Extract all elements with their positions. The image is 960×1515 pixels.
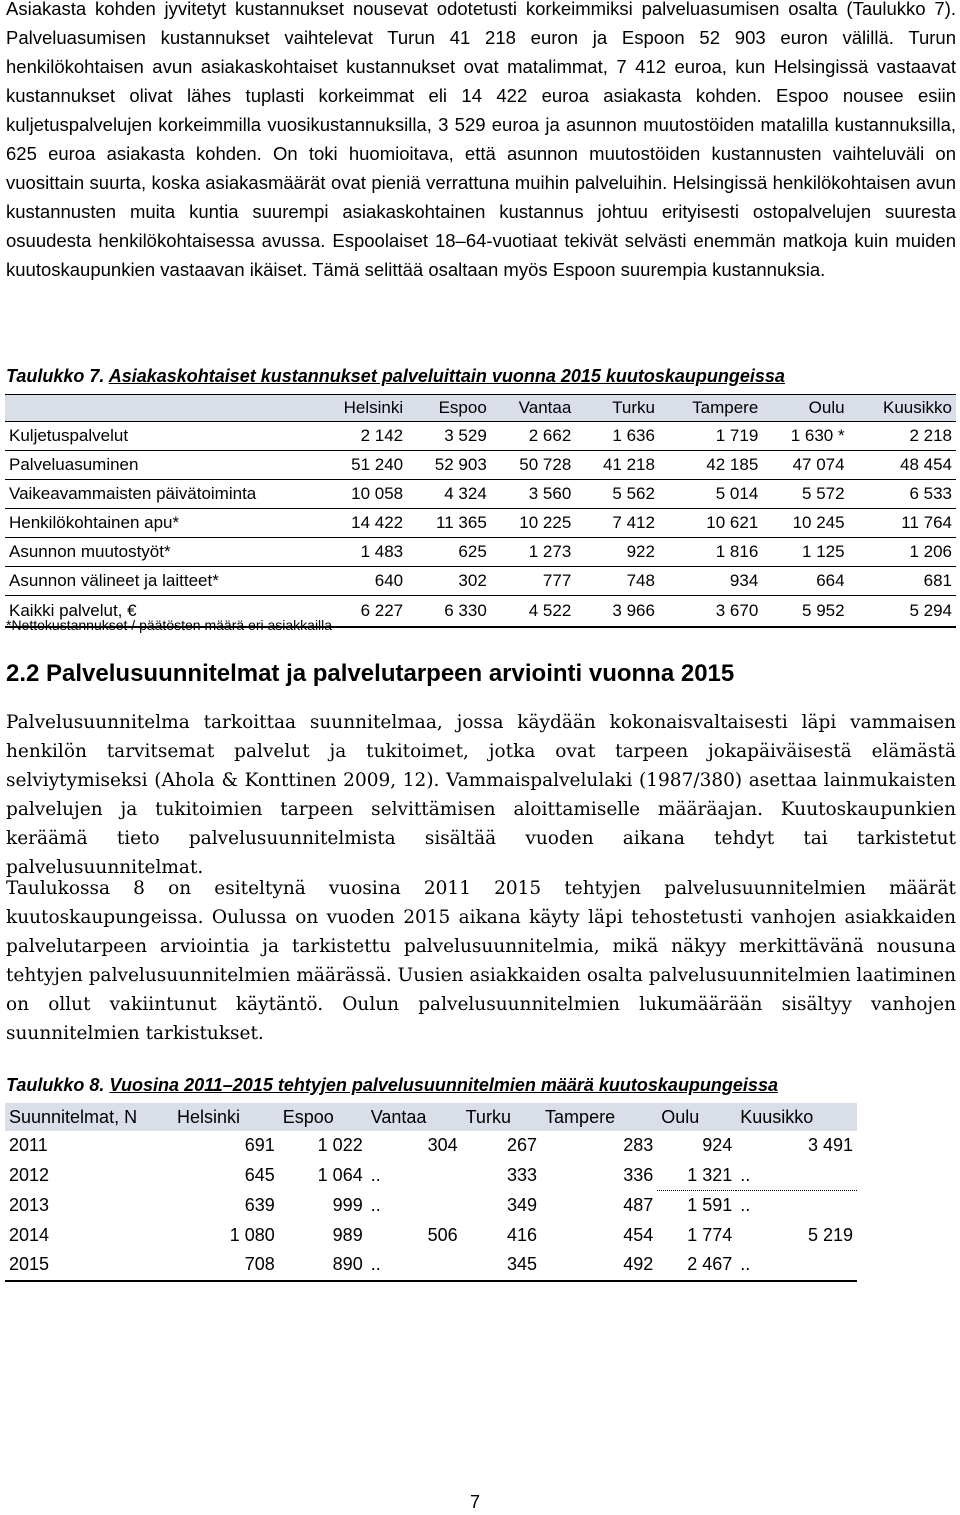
cell: 1 125 (762, 538, 848, 567)
page-number: 7 (470, 1492, 481, 1512)
cell: 4 522 (491, 596, 576, 628)
cell: 1 080 (229, 1224, 275, 1245)
cell: 10 245 (762, 509, 848, 538)
row-label: Vaikeavammaisten päivätoiminta (5, 480, 313, 509)
cell: 924 (702, 1135, 733, 1156)
table7-header-cell: Kuusikko (849, 395, 956, 422)
cell: 639 (244, 1195, 275, 1215)
cell: 5 572 (762, 480, 848, 509)
cell: 7 412 (575, 509, 659, 538)
row-label: Asunnon muutostyöt* (5, 538, 313, 567)
cell: 349 (507, 1195, 538, 1215)
table7-header-cell: Vantaa (491, 395, 576, 422)
table7 (5, 394, 956, 628)
row-year: 2015 (5, 1250, 173, 1281)
cell: 6 227 (313, 596, 407, 628)
cell: 51 240 (313, 451, 407, 480)
row-year: 2014 (9, 1224, 50, 1245)
cell: 42 185 (659, 451, 762, 480)
cell: 3 560 (491, 480, 576, 509)
cell: 345 (462, 1250, 541, 1281)
cell: 1 719 (659, 422, 762, 451)
row-year: 2013 (9, 1195, 50, 1215)
cell: 6 330 (407, 596, 491, 628)
table8-header-cell: Vantaa (367, 1103, 462, 1131)
cell: 4 324 (407, 480, 491, 509)
table-row (5, 1131, 857, 1161)
cell: 1 206 (849, 538, 956, 567)
table-row (5, 1191, 857, 1221)
cell: 1 064 (317, 1165, 363, 1185)
cell: 267 (507, 1135, 538, 1156)
cell: 1 483 (313, 538, 407, 567)
cell: 50 728 (491, 451, 576, 480)
cell: 3 670 (659, 596, 762, 628)
table7-header-cell: Tampere (659, 395, 762, 422)
row-label: Palveluasuminen (5, 451, 313, 480)
cell: 640 (313, 567, 407, 596)
cell: 5 294 (849, 596, 956, 628)
cell: 3 966 (575, 596, 659, 628)
cell: 2 467 (657, 1250, 736, 1281)
table7-header-cell (5, 395, 313, 422)
paragraph-3: Taulukossa 8 on esiteltynä vuosina 2011 2015 tehtyjen palvelusuunnitelmien määrät kuutoskaupungeissa. Oulussa on vuoden 2015 aikana käyty läpi tehostetusti vanhojen asiakkaiden palvelutarpeen arviointia ja tarkistettu palvelusuunnitelmia, mikä näkyy merkittävänä nousuna tehtyjen palvelusuunnitelmien määrässä. Uusien asiakkaiden osalta palvelusuunnitelmien laatiminen on ollut vakiintunut käytäntö. Oulun palvelusuunnitelmien lukumäärään sisältyy vanhojen suunnitelmien tarkistukset. (6, 878, 956, 1044)
cell: 934 (659, 567, 762, 596)
cell: 1 774 (687, 1224, 733, 1245)
row-label: Asunnon välineet ja laitteet* (5, 567, 313, 596)
cell: .. (736, 1161, 857, 1191)
cell: 333 (507, 1165, 538, 1185)
cell: 5 562 (575, 480, 659, 509)
cell: .. (736, 1250, 857, 1281)
table-row (5, 1161, 857, 1191)
table8-header-row (5, 1103, 857, 1131)
cell: 708 (173, 1250, 279, 1281)
cell: 14 422 (313, 509, 407, 538)
table8-header-cell: Helsinki (173, 1103, 279, 1131)
table-row (5, 1221, 857, 1251)
table-row (5, 451, 956, 480)
table7-caption (6, 366, 785, 387)
cell: 47 074 (762, 451, 848, 480)
row-year: 2012 (9, 1165, 50, 1185)
table8-header-cell: Oulu (657, 1103, 736, 1131)
cell: 304 (427, 1135, 458, 1156)
cell: 11 764 (849, 509, 956, 538)
cell: 748 (575, 567, 659, 596)
cell: 5 219 (807, 1224, 853, 1245)
table8-header-cell: Kuusikko (736, 1103, 857, 1131)
cell: 3 491 (807, 1135, 853, 1156)
cell: 1 591 (687, 1195, 733, 1216)
table7-header-cell: Oulu (762, 395, 848, 422)
table7-header-cell: Turku (575, 395, 659, 422)
cell: 6 533 (849, 480, 956, 509)
table8-caption-title: Vuosina 2011–2015 tehtyjen palvelusuunnitelmien määrä kuutoskaupungeissa (109, 1075, 778, 1095)
table7-header-row (5, 395, 956, 422)
cell: 10 621 (659, 509, 762, 538)
table8-caption (6, 1075, 778, 1096)
cell: 487 (623, 1195, 654, 1215)
table-row (5, 567, 956, 596)
row-label: Kaikki palvelut, € (5, 596, 313, 628)
table-row (5, 538, 956, 567)
cell: 416 (507, 1224, 538, 1245)
cell: 10 225 (491, 509, 576, 538)
paragraph-2: Palvelusuunnitelma tarkoittaa suunnitelmaa, jossa käydään kokonaisvaltaisesti läpi vammaisen henkilön tarvitsemat palvelut ja tukitoimet, jotka ovat tarpeen jokapäiväisestä elämästä selviytymiseksi (Ahola & Konttinen 2009, 12). Vammaispalvelulaki (1987/380) asettaa lainmukaisten palvelujen ja tukitoimien tarpeen selvittämisen aloittamiselle määräajan. Kuutoskaupunkien keräämä tieto palvelusuunnitelmista sisältää vuoden aikana tehdyt tai tarkistetut palvelusuunnitelmat. (6, 712, 956, 878)
table7-footnote: *Nettokustannukset / päätösten määrä eri asiakkailla (6, 617, 333, 633)
table8-header-cell: Turku (462, 1103, 541, 1131)
cell: 454 (623, 1224, 654, 1245)
intro-paragraph: Asiakasta kohden jyvitetyt kustannukset nousevat odotetusti korkeimmiksi palveluasumisen osalta (Taulukko 7). Palveluasumisen kustannukset vaihtelevat Turun 41 218 euron ja Espoon 52 903 euron välillä. Turun henkilökohtaisen avun asiakaskohtaiset kustannukset ovat matalimmat, 7 412 euroa, kun Helsingissä vastaavat kustannukset olivat lähes tuplasti korkeimmat eli 14 422 euroa asiakasta kohden. Espoo nousee esiin kuljetuspalvelujen korkeimmilla vuosikustannuksilla, 3 529 euroa ja asunnon muutostöiden matalilla kustannuksilla, 625 euroa asiakasta kohden. On toki huomioitava, että asunnon muutostöiden kustannusten vaihteluväli on vuosittain suurta, koska asiakasmäärät ovat pieniä verrattuna muihin palveluihin. Helsingissä henkilökohtaisen avun kustannusten muita kuntia suurempi asiakaskohtainen kustannus johtuu erityisesti ostopalvelujen suuresta osuudesta henkilökohtaisessa avussa. Espoolaiset 18–64-vuotiaat tekivät selvästi enemmän matkoja kuin muiden kuutoskaupunkien vastaavan ikäiset. Tämä selittää osaltaan myös Espoon suurempia kustannuksia. (6, 0, 956, 280)
section-heading: 2.2 Palvelusuunnitelmat ja palvelutarpeen arviointi vuonna 2015 (6, 660, 735, 687)
cell: 3 529 (407, 422, 491, 451)
table-row (5, 422, 956, 451)
cell: 681 (849, 567, 956, 596)
cell: 336 (623, 1165, 654, 1185)
cell: .. (370, 1165, 381, 1185)
cell: 11 365 (407, 509, 491, 538)
row-year: 2011 (9, 1135, 48, 1156)
cell: .. (740, 1195, 751, 1216)
cell: 645 (244, 1165, 275, 1185)
table-row (5, 1250, 857, 1281)
cell: 52 903 (407, 451, 491, 480)
cell: 48 454 (849, 451, 956, 480)
cell: 1 273 (491, 538, 576, 567)
cell: 10 058 (313, 480, 407, 509)
table-row (5, 480, 956, 509)
cell: 989 (332, 1224, 363, 1245)
cell: 283 (623, 1135, 654, 1156)
cell: 1 816 (659, 538, 762, 567)
cell (762, 422, 848, 451)
cell: 777 (491, 567, 576, 596)
table7-caption-prefix: Taulukko 7. (6, 366, 105, 386)
cell: 2 662 (491, 422, 576, 451)
table8-header-cell: Tampere (541, 1103, 657, 1131)
cell: 5 952 (762, 596, 848, 628)
cell: 506 (427, 1224, 458, 1245)
table-row (5, 509, 956, 538)
cell: .. (370, 1195, 381, 1215)
table7-caption-title: Asiakaskohtaiset kustannukset palveluittain vuonna 2015 kuutoskaupungeissa (108, 366, 785, 386)
cell: 999 (332, 1195, 363, 1215)
table7-header-cell: Helsinki (313, 395, 407, 422)
table8-header-cell: Espoo (279, 1103, 367, 1131)
cell: 1 636 (575, 422, 659, 451)
cell: 1 022 (317, 1135, 363, 1156)
cell: 664 (762, 567, 848, 596)
cell: 2 142 (313, 422, 407, 451)
cell: 5 014 (659, 480, 762, 509)
cell: 41 218 (575, 451, 659, 480)
cell: 890 (279, 1250, 367, 1281)
cell: 302 (407, 567, 491, 596)
cell: 691 (244, 1135, 275, 1156)
cell: 625 (407, 538, 491, 567)
table7-header-cell: Espoo (407, 395, 491, 422)
row-label: Kuljetuspalvelut (5, 422, 313, 451)
cell-value: 1 630 (790, 426, 834, 445)
table8-header-cell: Suunnitelmat, N (5, 1103, 173, 1131)
table8 (5, 1103, 857, 1282)
row-label: Henkilökohtainen apu* (5, 509, 313, 538)
cell: 492 (541, 1250, 657, 1281)
table8-caption-prefix: Taulukko 8. (6, 1075, 105, 1095)
cell: 1 321 (657, 1161, 736, 1191)
footnote-mark: * (837, 426, 845, 445)
cell: .. (367, 1250, 462, 1281)
cell: 922 (575, 538, 659, 567)
cell: 2 218 (849, 422, 956, 451)
